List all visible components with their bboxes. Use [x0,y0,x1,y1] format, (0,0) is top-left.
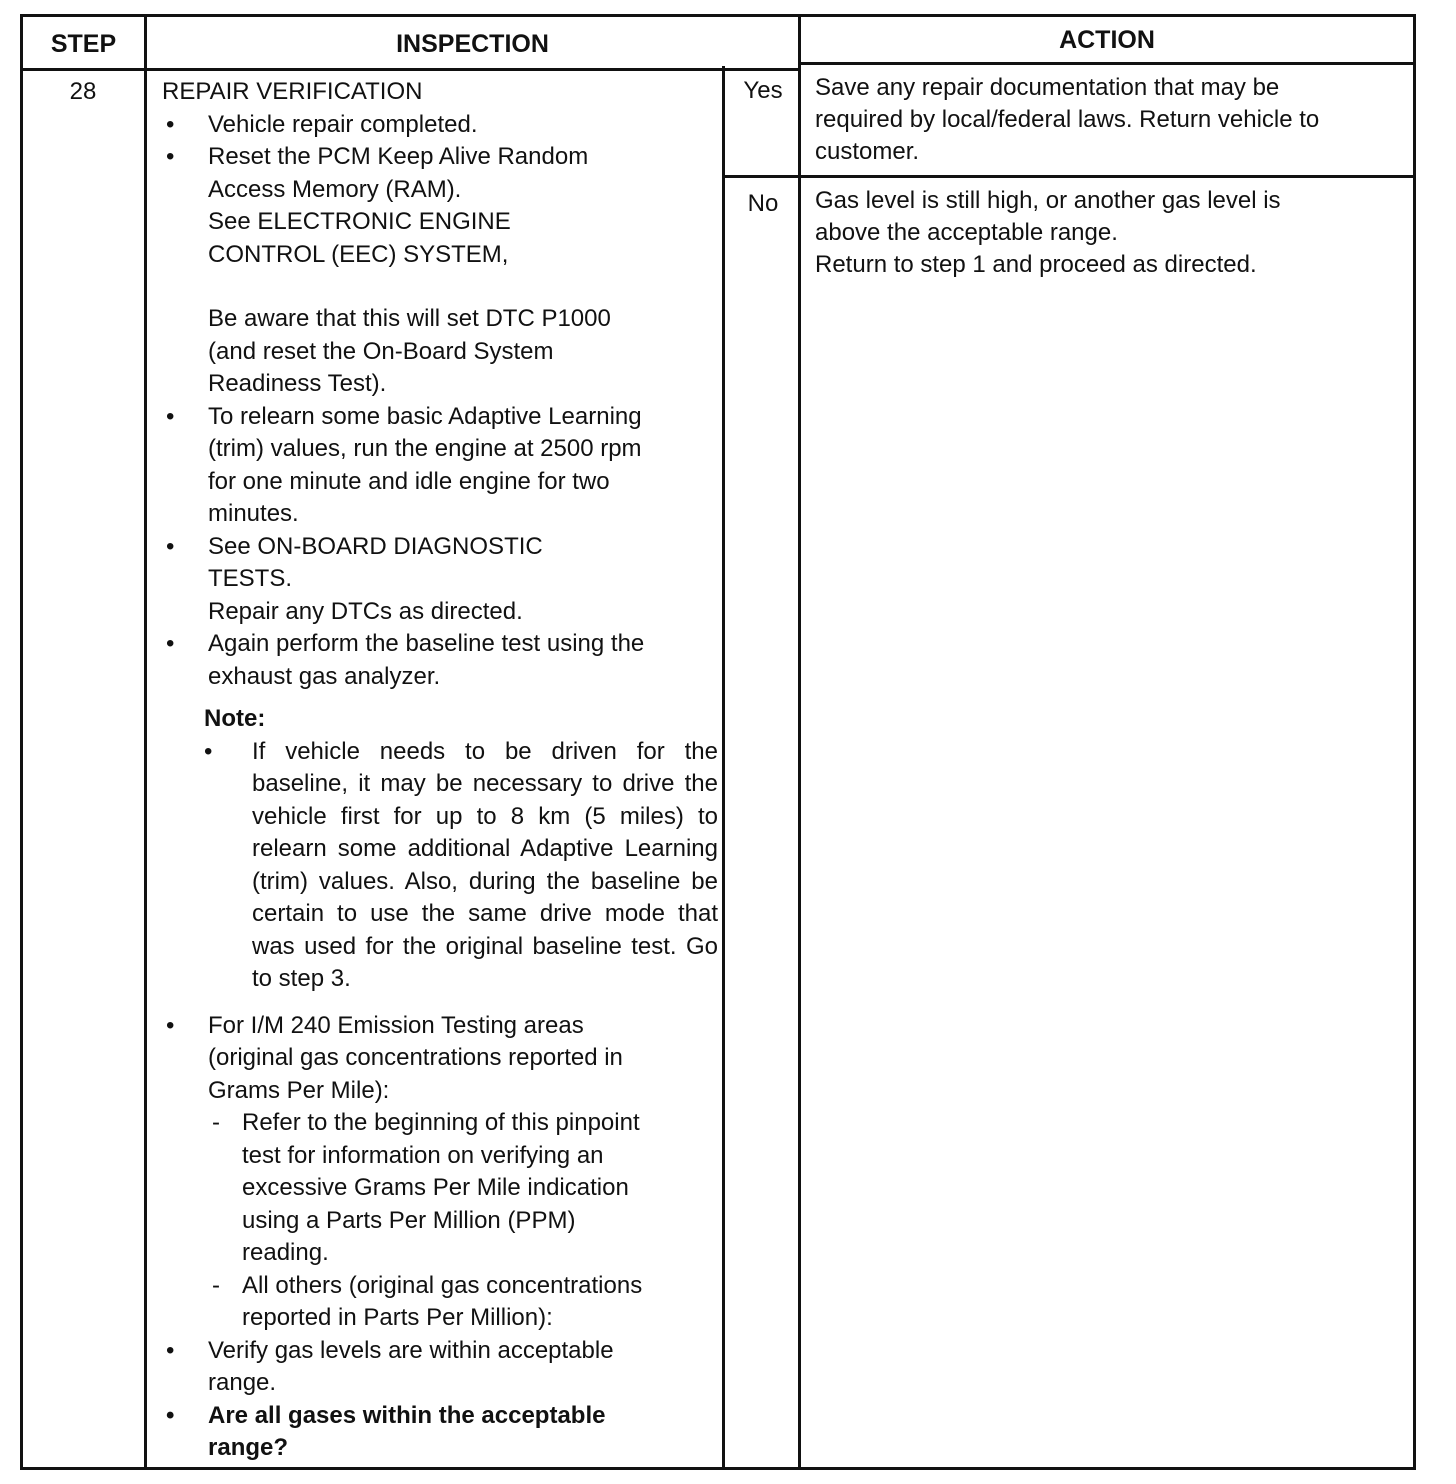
text-line: (trim) values, run the engine at 2500 rpm [208,435,642,462]
text-line: (and reset the On-Board System [208,337,554,365]
no-label: No [747,190,779,217]
yes-label: Yes [743,77,783,104]
text-line: using a Parts Per Million (PPM) [242,1206,576,1234]
text-line: required by local/federal laws. Return vehicle to [815,106,1320,133]
text-line: above the acceptable range. [815,219,1118,246]
text-line: excessive Grams Per Mile indication [242,1174,629,1201]
text-line: - All others (original gas concentrations [242,1271,643,1299]
text-line: Gas level is still high, or another gas level is [815,187,1281,214]
text-line: reported in Parts Per Million): [242,1304,553,1331]
text-line: • Verify gas levels are within acceptable [208,1336,614,1364]
rule-under-action-header [798,62,1416,65]
text-line: • For I/M 240 Emission Testing areas [208,1011,584,1039]
text-line: • See ON-BOARD DIAGNOSTIC [208,532,543,560]
text-line: • Reset the PCM Keep Alive Random [208,143,589,170]
text-line: • Are all gases within the acceptable [208,1401,606,1429]
bullet-verify-levels [162,1335,718,1400]
rule-under-step-inspection-header [20,68,801,71]
inspection-cell [162,76,718,1465]
header-step: STEP [50,30,117,58]
text-line: Repair any DTCs as directed. [208,597,523,625]
bullet-baseline-test [162,628,718,693]
text-line: • To relearn some basic Adaptive Learning [208,402,642,430]
text-line: minutes. [208,500,299,527]
inspection-title: REPAIR VERIFICATION [162,78,423,105]
rule-after-step [144,14,147,1470]
step-number: 28 [69,78,97,105]
dtc-warning [162,303,718,401]
rule-before-action [798,14,801,1470]
dash-item-ppm [162,1270,718,1335]
text-line: - Refer to the beginning of this pinpoint [242,1109,640,1136]
bullet-repair-completed: • Vehicle repair completed. [162,109,718,142]
text-line: CONTROL (EEC) SYSTEM, [208,240,509,268]
blank-line [162,271,718,303]
text-line: Save any repair documentation that may be [815,74,1280,101]
text-line: test for information on verifying an [242,1141,604,1169]
text-line: reading. [242,1239,329,1266]
rule-between-yes-no [722,175,1416,178]
bullet-reset-ram [162,141,718,271]
text-line: range? [208,1434,289,1461]
text-line: • Again perform the baseline test using the [208,630,645,657]
text-line: customer. [815,138,920,165]
inspection-question [162,1400,718,1465]
text-line: range. [208,1369,277,1396]
note-block [162,703,718,996]
text-line: Be aware that this will set DTC P1000 [208,305,611,332]
text-line: Readiness Test). [208,370,387,397]
text-line: TESTS. [208,565,293,592]
bullet-obd-tests [162,531,718,629]
rule-after-inspection [722,66,725,1470]
text-line: Access Memory (RAM). [208,175,462,203]
note-title: Note: [204,705,266,732]
text-line: Grams Per Mile): [208,1076,390,1104]
text-line: for one minute and idle engine for two [208,467,610,495]
text-line: (original gas concentrations reported in [208,1044,623,1071]
bullet-im240 [162,1010,718,1108]
yes-action [815,72,1405,168]
bullet-relearn [162,401,718,531]
header-action: ACTION [1059,26,1155,54]
note-text: • If vehicle needs to be driven for the baseline, it may be necessary to drive the vehicle first for up to 8 km (5 miles) to relearn some additional Adaptive Learning (trim) values. Also, during the baseline be certain to use the same drive mode that was used for the original baseline test. Go to step 3. [204,736,718,996]
text-line: Return to step 1 and proceed as directed. [815,251,1257,278]
text-line: exhaust gas analyzer. [208,662,441,690]
no-action [815,185,1405,281]
dash-item-gpm [162,1107,718,1270]
header-inspection: INSPECTION [396,30,549,58]
text-line: See ELECTRONIC ENGINE [208,208,511,235]
